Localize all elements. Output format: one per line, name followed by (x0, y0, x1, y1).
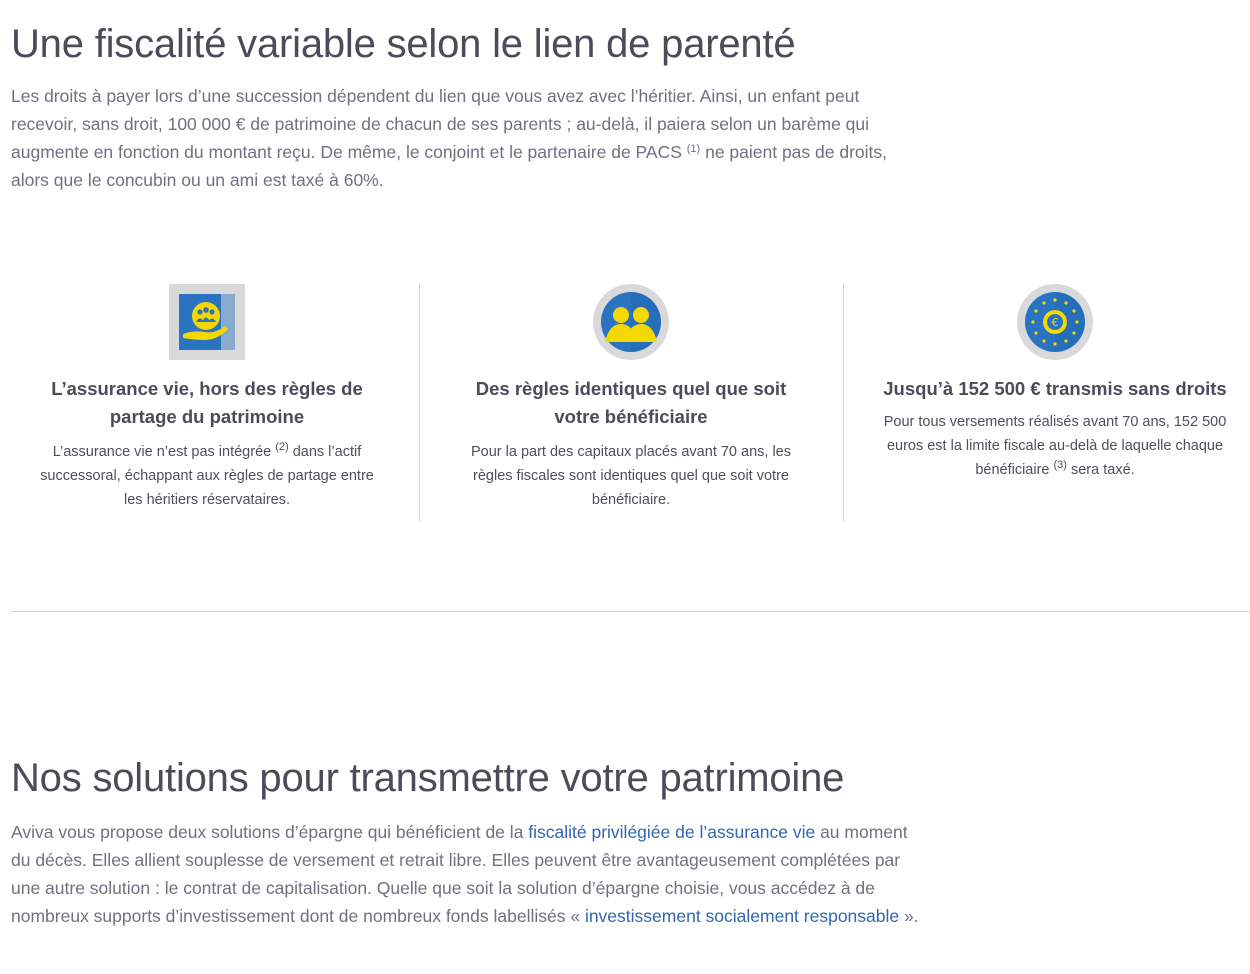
features-row (0, 284, 1250, 524)
feature-title: L’assurance vie, hors des règles de partage du patrimoine (51, 378, 363, 427)
feature-title: Jusqu’à 152 500 € transmis sans droits (883, 378, 1227, 399)
svg-text:€: € (1051, 316, 1059, 329)
column-divider (843, 284, 844, 522)
link-fiscalite-assurance-vie[interactable]: fiscalité privilégiée de l’assurance vie (528, 822, 816, 842)
footnote-ref-2[interactable]: (2) (275, 441, 289, 453)
euro-coin-icon (1017, 284, 1093, 360)
section-intro-solutions: Aviva vous propose deux solutions d’épargne qui bénéficient de la fiscalité privilégiée de l’assurance vie au moment du décès. Elles allient souplesse de versement et retrait libre. Elles peuvent être avantageusement complétées par une autre solution : le contrat de capitalisation. Quelle que soit la solution d’épargne choisie, vous accédez à de nombreux supports d’investissement dont de nombreux fonds labellisés « investissement socialement responsable ». (11, 822, 919, 926)
feature-title: Des règles identiques quel que soit votre bénéficiaire (475, 378, 787, 427)
hand-holding-family-icon (169, 284, 245, 360)
feature-regles-identiques (431, 284, 831, 512)
feature-152500 (855, 284, 1250, 482)
section-intro-fiscalite: Les droits à payer lors d’une succession dépendent du lien que vous avez avec l’héritier. Ainsi, un enfant peut recevoir, sans droit, 100 000 € de patrimoine de chacun de ses parents ; au-delà, il paiera selon un barème qui augmente en fonction du montant reçu. De même, le conjoint et le partenaire de PACS $^{(1)}$ ne paient pas de droits, alors que le concubin ou un ami est taxé à 60%. (11, 86, 888, 190)
footnote-ref-1[interactable]: (1) (686, 143, 701, 155)
footnote-ref-3[interactable]: (3) (1053, 459, 1067, 471)
section-title-fiscalite: Une fiscalité variable selon le lien de parenté (11, 22, 796, 66)
feature-text: Pour tous versements réalisés avant 70 ans, 152 500 euros est la limite fiscale au-delà de laquelle chaque bénéficiaire $^{(3)}$ sera taxé. (883, 414, 1227, 478)
section-divider (11, 611, 1250, 612)
feature-assurance-vie (7, 284, 407, 512)
beneficiaries-icon (593, 284, 669, 360)
section-title-solutions: Nos solutions pour transmettre votre patrimoine (11, 756, 845, 800)
feature-text: L’assurance vie n’est pas intégrée $^{(2)}$ dans l’actif successoral, échappant aux règles de partage entre les héritiers réservataires. (40, 441, 374, 508)
feature-text: Pour la part des capitaux placés avant 70 ans, les règles fiscales sont identiques quel que soit votre bénéficiaire. (471, 444, 791, 508)
column-divider (419, 284, 420, 522)
link-investissement-socialement-responsable[interactable]: investissement socialement responsable (584, 906, 900, 926)
